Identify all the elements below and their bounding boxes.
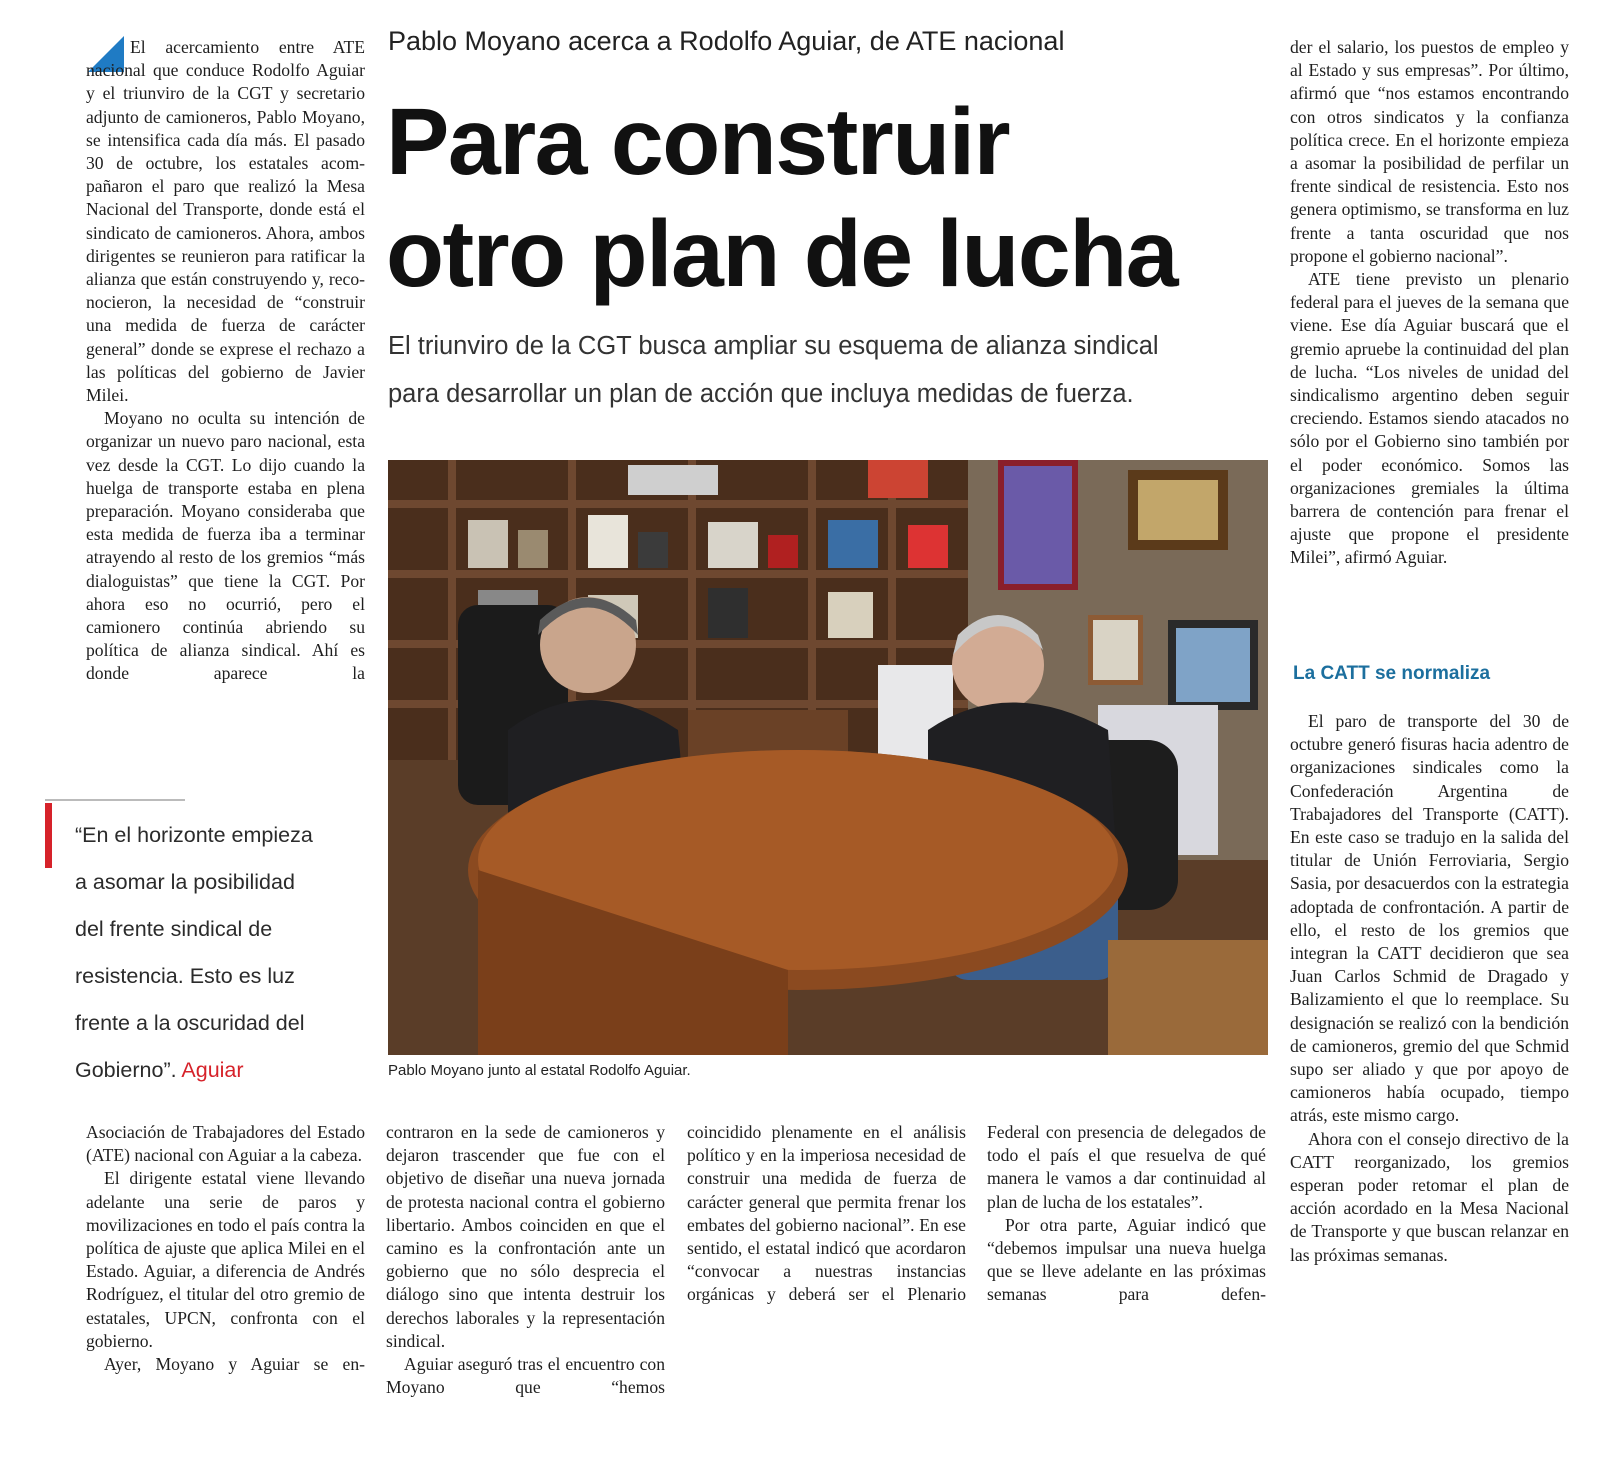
- paragraph: contraron en la sede de camioneros y dejaron trascender que fue con el objetivo de diseñar una nueva jornada de protesta nacional contra el gobierno libertario. Ambos coinciden en que el camino es la confrontación ante un gobierno que no sólo desprecia el diálogo sino que intenta destruir los derechos laborales y la representación sindical.: [386, 1122, 665, 1351]
- pullquote-line: Gobierno”.: [75, 1058, 177, 1082]
- paragraph: ATE tiene previsto un plenario federal para el jueves de la semana que viene. Ese día Aguiar buscará que el gremio apruebe la continuidad del plan de lucha. “Los niveles de unidad del sindicalismo argentino deben seguir creciendo. Estamos siendo atacados no sólo por el Gobierno sino también por el poder económico. Somos las organizaciones gremiales la última barrera de contención para frenar el ajuste que propone el presidente Milei”, afirmó Aguiar.: [1290, 269, 1569, 568]
- article-column-1-bottom: [86, 1121, 365, 1376]
- paragraph: Ahora con el consejo directivo de la CATT reorganizado, los gremios esperan poder retomar el plan de acción acordado en la Mesa Nacional de Transporte y que buscan relanzar en las próximas semanas.: [1290, 1128, 1569, 1265]
- pullquote: [75, 812, 365, 1094]
- deck-line-1: El triunviro de la CGT busca ampliar su esquema de alianza sindical: [388, 332, 1159, 360]
- paragraph: coincidido plenamente en el análisis político y en la imperiosa necesidad de construir una medida de fuerza de carácter general que permita frenar los embates del gobierno nacional”. En ese sentido, el estatal indicó que acordaron “convocar a nuestras instancias orgánicas y deberá ser el Plenario: [687, 1122, 966, 1305]
- pullquote-line: frente a la oscuridad del: [75, 1011, 305, 1035]
- paragraph: El paro de transporte del 30 de octubre generó fisuras hacia adentro de organizaciones sindicales como la Confederación Argentina de Trabajadores del Transporte (CATT). En este caso se tradujo en la salida del titular de Unión Ferroviaria, Sergio Sasia, por desacuerdos con la estrategia adoptada de confrontación. A partir de ello, el resto de los gremios que integran la CATT decidieron que sea Juan Carlos Schmid de Dragado y Balizamiento el que lo reemplace. Su designación se realizó con la bendición de camioneros, gremio del que Schmid supo ser aliado y que por apoyo de camioneros había ocupado, tiempo atrás, este mismo cargo.: [1290, 711, 1569, 1126]
- pullquote-line: del frente sindical de: [75, 917, 273, 941]
- pullquote-attribution: Aguiar: [181, 1058, 244, 1082]
- section-subhead: La CATT se normaliza: [1293, 663, 1491, 684]
- paragraph: El dirigente estatal viene llevando adelante una serie de paros y movilizaciones en todo el país contra la política de ajuste que aplica Milei en el Estado. Aguiar, a diferencia de Andrés Rodríguez, el titular del otro gremio de estatales, UPCN, confronta con el gobierno.: [86, 1168, 365, 1351]
- paragraph: Moyano no oculta su intención de organizar un nuevo paro nacional, esta vez desde la CGT. Lo dijo cuando la huelga de transporte estaba en plena preparación. Moyano consideraba que esta medida de fuerza iba a terminar atrayendo al resto de los gremios “más dialoguistas” que tiene la CGT. Por ahora eso no ocurrió, pero el camionero continúa abriendo su política de alianza sindical. Ahí es donde aparece la: [86, 408, 365, 684]
- paragraph: Asociación de Trabajadores del Estado (ATE) nacional con Aguiar a la cabeza.: [86, 1122, 365, 1166]
- pullquote-accent-bar: [45, 803, 52, 868]
- headline: [386, 86, 1177, 310]
- article-column-3: [687, 1121, 966, 1307]
- deck-line-2: para desarrollar un plan de acción que incluya medidas de fuerza.: [388, 380, 1134, 408]
- paragraph: El acercamiento entre ATE nacional que conduce Rodolfo Aguiar y el triunviro de la CGT y secretario adjunto de camioneros, Pablo Moyano, se intensifica cada día más. El pasado 30 de octubre, los estatales acompañaron el paro que realizó la Mesa Nacional del Transporte, donde está el sindicato de camioneros. Ahora, ambos dirigentes se reunieron para ratificar la alianza que están construyendo y, reconocieron, la necesidad de “construir una medida de fuerza de carácter general” donde se exprese el rechazo a las políticas del gobierno de Javier Milei.: [86, 37, 365, 406]
- article-column-1-top: [86, 36, 365, 686]
- deck: [388, 322, 1228, 418]
- paragraph: Por otra parte, Aguiar indicó que “debemos impulsar una nueva huelga que se lleve adelante en las próximas semanas para defen-: [987, 1214, 1266, 1305]
- pullquote-rule: [45, 799, 185, 801]
- article-photo: [388, 460, 1268, 1055]
- office-meeting-illustration: [388, 460, 1268, 1055]
- paragraph: Ayer, Moyano y Aguiar se en-: [104, 1354, 365, 1375]
- photo-caption: Pablo Moyano junto al estatal Rodolfo Aguiar.: [388, 1062, 691, 1079]
- article-column-5-bottom: [1290, 710, 1569, 1267]
- headline-line-1: Para construir: [386, 89, 1010, 195]
- article-column-5-top: [1290, 36, 1569, 570]
- paragraph: Aguiar aseguró tras el encuentro con Moyano que “hemos: [386, 1354, 665, 1398]
- pullquote-line-last: [75, 1047, 365, 1094]
- pullquote-line: “En el horizonte empieza: [75, 823, 313, 847]
- headline-line-2: otro plan de lucha: [386, 201, 1178, 307]
- article-column-4: [987, 1121, 1266, 1307]
- pullquote-line: resistencia. Esto es luz: [75, 964, 295, 988]
- paragraph: Federal con presencia de delegados de todo el país el que resuelva de qué manera le vamos a dar continuidad al plan de lucha de los estatales”.: [987, 1122, 1266, 1212]
- pullquote-line: a asomar la posibilidad: [75, 870, 295, 894]
- paragraph: der el salario, los puestos de empleo y al Estado y sus empresas”. Por último, afirmó que “nos estamos encontrando con otros sindicatos y la confianza política crece. En el horizonte empieza a asomar la posibilidad de perfilar un frente sindical de resistencia. Esto nos genera optimismo, se transforma en luz frente a tanta oscuridad que nos propone el gobierno nacional”.: [1290, 37, 1569, 266]
- kicker: Pablo Moyano acerca a Rodolfo Aguiar, de ATE nacional: [388, 26, 1065, 56]
- article-column-2: [386, 1121, 665, 1399]
